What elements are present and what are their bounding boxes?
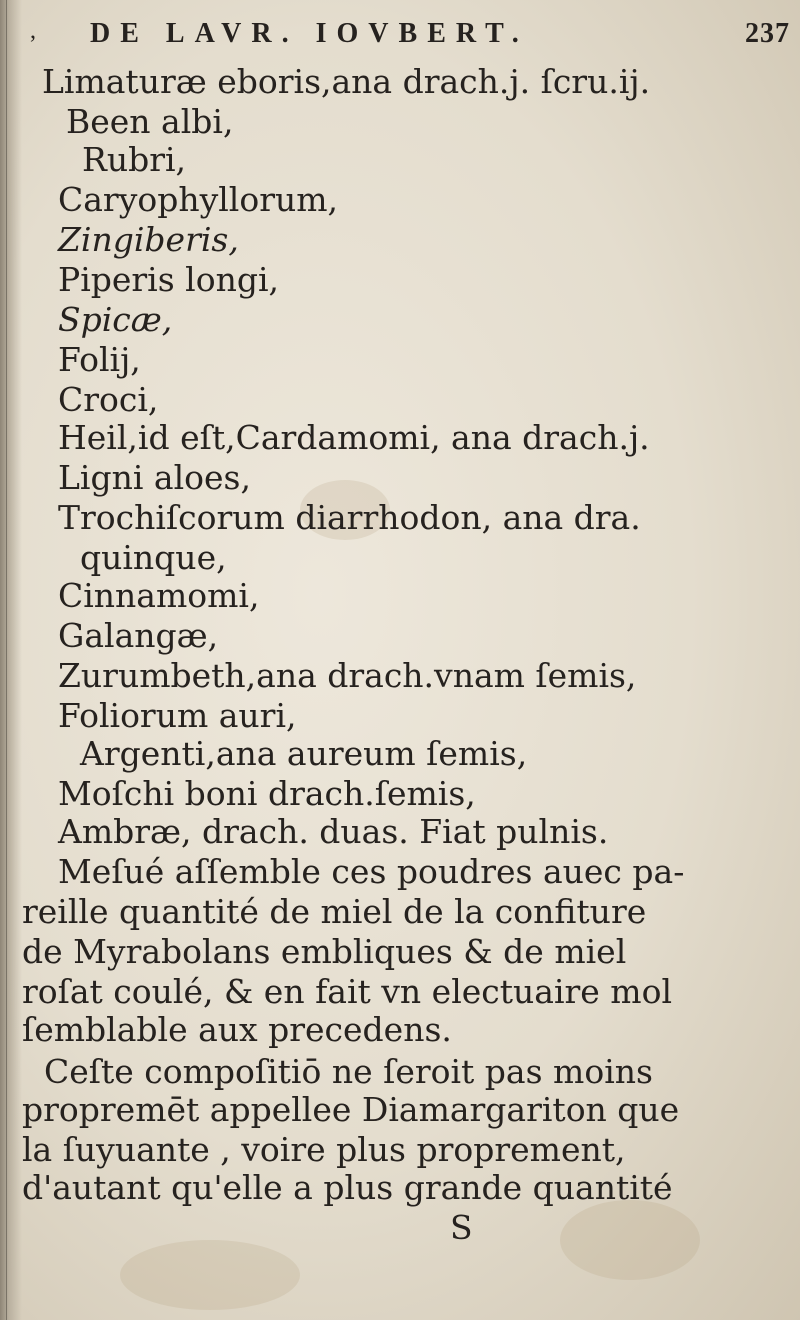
recipe-line: Argenti,ana aureum ſemis,	[80, 734, 528, 773]
catchword: S	[450, 1208, 473, 1247]
header-mark: ,	[30, 18, 36, 44]
running-header	[30, 18, 790, 58]
recipe-line: Galangæ,	[58, 616, 219, 655]
recipe-line: Spicæ,	[58, 300, 173, 339]
binding-gutter	[0, 0, 22, 1320]
recipe-line: Caryophyllorum,	[58, 180, 339, 219]
paragraph-line: Meſué aſſemble ces poudres auec pa-	[58, 852, 685, 891]
recipe-line: Ambræ, drach. duas. Fiat pulnis.	[58, 812, 609, 851]
recipe-line: Foliorum auri,	[58, 696, 297, 735]
running-title: DE LAVR. IOVBERT.	[90, 18, 529, 49]
recipe-line: Piperis longi,	[58, 260, 280, 299]
recipe-line: Rubri,	[82, 140, 187, 179]
recipe-line: Zurumbeth,ana drach.vnam ſemis,	[58, 656, 637, 695]
paragraph-line: de Myrabolans embliques & de miel	[22, 932, 627, 971]
paragraph-line: la ſuyuante , voire plus proprement,	[22, 1130, 626, 1169]
paragraph-line: Ceſte compoſitiō ne ſeroit pas moins	[44, 1052, 653, 1091]
paragraph-line: d'autant qu'elle a plus grande quantité	[22, 1168, 673, 1207]
recipe-line: Croci,	[58, 380, 159, 419]
gutter-edge-line	[6, 0, 7, 1320]
recipe-line: Been albi,	[66, 102, 234, 141]
recipe-line: Moſchi boni drach.ſemis,	[58, 774, 476, 813]
recipe-line: Limaturæ eboris,ana drach.j. ſcru.ij.	[42, 62, 651, 101]
recipe-line: Heil,id eſt,Cardamomi, ana drach.j.	[58, 418, 650, 457]
recipe-line: Folij,	[58, 340, 141, 379]
recipe-line: Cinnamomi,	[58, 576, 260, 615]
recipe-line: Zingiberis,	[58, 220, 239, 259]
recipe-line: Trochiſcorum diarrhodon, ana dra.	[58, 498, 641, 537]
paragraph-line: reille quantité de miel de la confiture	[22, 892, 647, 931]
paragraph-line: ſemblable aux precedens.	[22, 1010, 452, 1049]
foxing-spot	[120, 1240, 300, 1310]
page-number: 237	[745, 18, 790, 49]
recipe-line: Ligni aloes,	[58, 458, 251, 497]
paragraph-line: propremēt appellee Diamargariton que	[22, 1090, 680, 1129]
foxing-spot	[560, 1200, 700, 1280]
recipe-line: quinque,	[80, 538, 227, 577]
paragraph-line: roſat coulé, & en fait vn electuaire mol	[22, 972, 673, 1011]
